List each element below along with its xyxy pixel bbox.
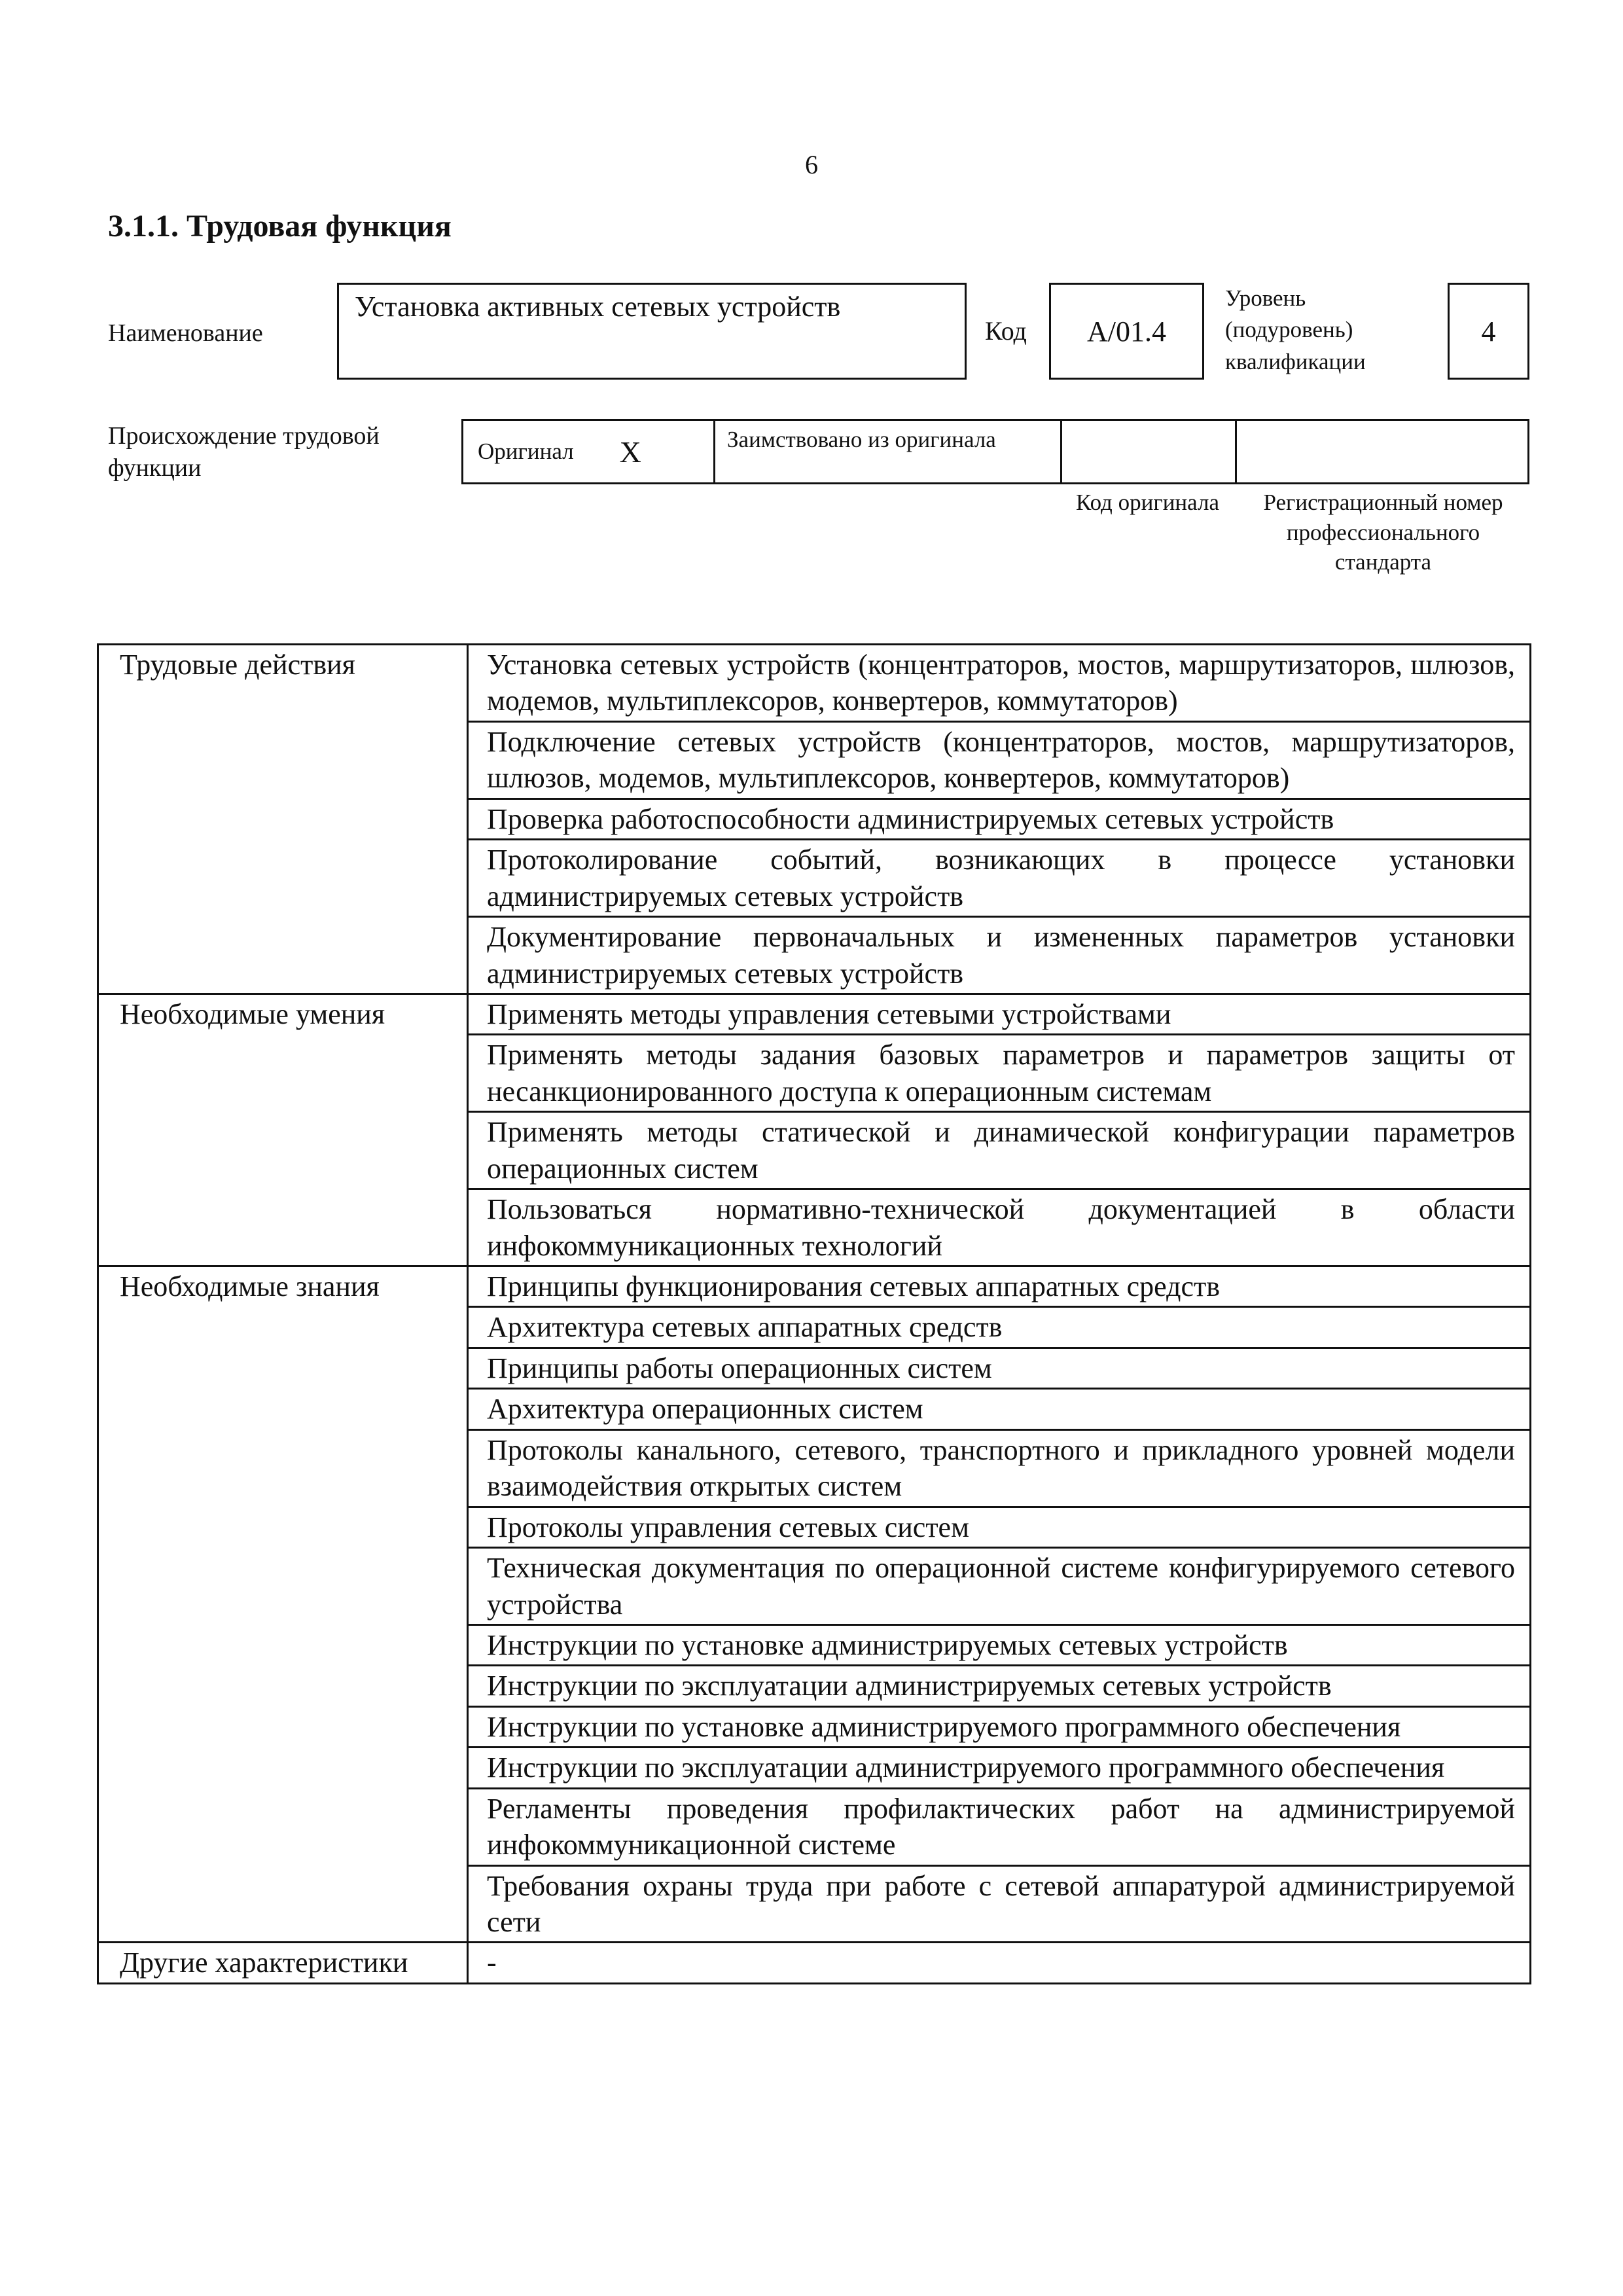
category-cell: Трудовые действия bbox=[98, 645, 468, 994]
item-cell: Архитектура операционных систем bbox=[468, 1389, 1531, 1429]
item-cell: Принципы функционирования сетевых аппаратных средств bbox=[468, 1266, 1531, 1307]
section-title: 3.1.1. Трудовая функция bbox=[108, 209, 452, 243]
origin-code-cell bbox=[1062, 421, 1237, 482]
item-cell: Инструкции по установке администрируемого программного обеспечения bbox=[468, 1706, 1531, 1747]
level-value: 4 bbox=[1481, 315, 1496, 348]
item-cell: Инструкции по эксплуатации администрируемого программного обеспечения bbox=[468, 1748, 1531, 1788]
level-value-box bbox=[1448, 283, 1529, 380]
name-label: Наименование bbox=[108, 319, 263, 347]
original-label: Оригинал bbox=[478, 439, 574, 464]
item-cell: - bbox=[468, 1943, 1531, 1983]
table-row bbox=[98, 994, 1531, 1034]
item-cell: Архитектура сетевых аппаратных средств bbox=[468, 1307, 1531, 1348]
level-label bbox=[1225, 283, 1366, 378]
item-cell: Принципы работы операционных систем bbox=[468, 1348, 1531, 1388]
item-cell: Техническая документация по операционной системе конфигурируемого сетевого устройства bbox=[468, 1548, 1531, 1625]
code-value: А/01.4 bbox=[1087, 315, 1166, 348]
category-cell: Необходимые умения bbox=[98, 994, 468, 1266]
category-cell: Другие характеристики bbox=[98, 1943, 468, 1983]
function-table-body bbox=[98, 645, 1531, 1984]
origin-row bbox=[461, 419, 1529, 484]
item-cell: Регламенты проведения профилактических работ на администрируемой инфокоммуникационной системе bbox=[468, 1788, 1531, 1865]
item-cell: Документирование первоначальных и измененных параметров установки администрируемых сетевых устройств bbox=[468, 917, 1531, 994]
item-cell: Проверка работоспособности администрируемых сетевых устройств bbox=[468, 798, 1531, 839]
item-cell: Пользоваться нормативно-технической документацией в области инфокоммуникационных технологий bbox=[468, 1189, 1531, 1266]
item-cell: Применять методы статической и динамической конфигурации параметров операционных систем bbox=[468, 1112, 1531, 1189]
code-original-label: Код оригинала bbox=[1075, 490, 1220, 515]
item-cell: Инструкции по установке администрируемых сетевых устройств bbox=[468, 1624, 1531, 1665]
table-row bbox=[98, 645, 1531, 722]
item-cell: Применять методы задания базовых параметров и параметров защиты от несанкционированного доступа к операционным системам bbox=[468, 1035, 1531, 1112]
code-label: Код bbox=[985, 316, 1027, 346]
function-table bbox=[97, 643, 1531, 1984]
item-cell: Протоколы канального, сетевого, транспортного и прикладного уровней модели взаимодействия открытых систем bbox=[468, 1429, 1531, 1507]
item-cell: Установка сетевых устройств (концентраторов, мостов, маршрутизаторов, шлюзов, модемов, мультиплексоров, конвертеров, коммутаторов) bbox=[468, 645, 1531, 722]
level-label-line: Уровень bbox=[1225, 285, 1306, 311]
table-row bbox=[98, 1266, 1531, 1307]
name-value: Установка активных сетевых устройств bbox=[355, 291, 841, 323]
page-number: 6 bbox=[805, 150, 818, 179]
item-cell: Требования охраны труда при работе с сетевой аппаратурой администрируемой сети bbox=[468, 1865, 1531, 1943]
level-label-line: (подуровень) bbox=[1225, 317, 1353, 343]
origin-label: Происхождение трудовой функции bbox=[108, 422, 380, 482]
table-row bbox=[98, 1943, 1531, 1983]
level-label-line: квалификации bbox=[1225, 348, 1366, 374]
name-value-box bbox=[337, 283, 967, 380]
item-cell: Инструкции по эксплуатации администрируемых сетевых устройств bbox=[468, 1666, 1531, 1706]
item-cell: Применять методы управления сетевыми устройствами bbox=[468, 994, 1531, 1034]
original-mark: X bbox=[619, 435, 641, 469]
borrowed-label: Заимствовано из оригинала bbox=[727, 427, 996, 452]
origin-borrowed-cell bbox=[715, 421, 1062, 482]
item-cell: Подключение сетевых устройств (концентраторов, мостов, маршрутизаторов, шлюзов, модемов, мультиплексоров, конвертеров, коммутаторов) bbox=[468, 721, 1531, 798]
item-cell: Протоколирование событий, возникающих в процессе установки администрируемых сетевых устройств bbox=[468, 840, 1531, 917]
code-value-box bbox=[1049, 283, 1204, 380]
reg-number-label: Регистрационный номер профессионального стандарта bbox=[1263, 490, 1503, 575]
category-cell: Необходимые знания bbox=[98, 1266, 468, 1943]
origin-original-cell bbox=[463, 421, 715, 482]
item-cell: Протоколы управления сетевых систем bbox=[468, 1507, 1531, 1547]
origin-reg-cell bbox=[1237, 421, 1527, 482]
